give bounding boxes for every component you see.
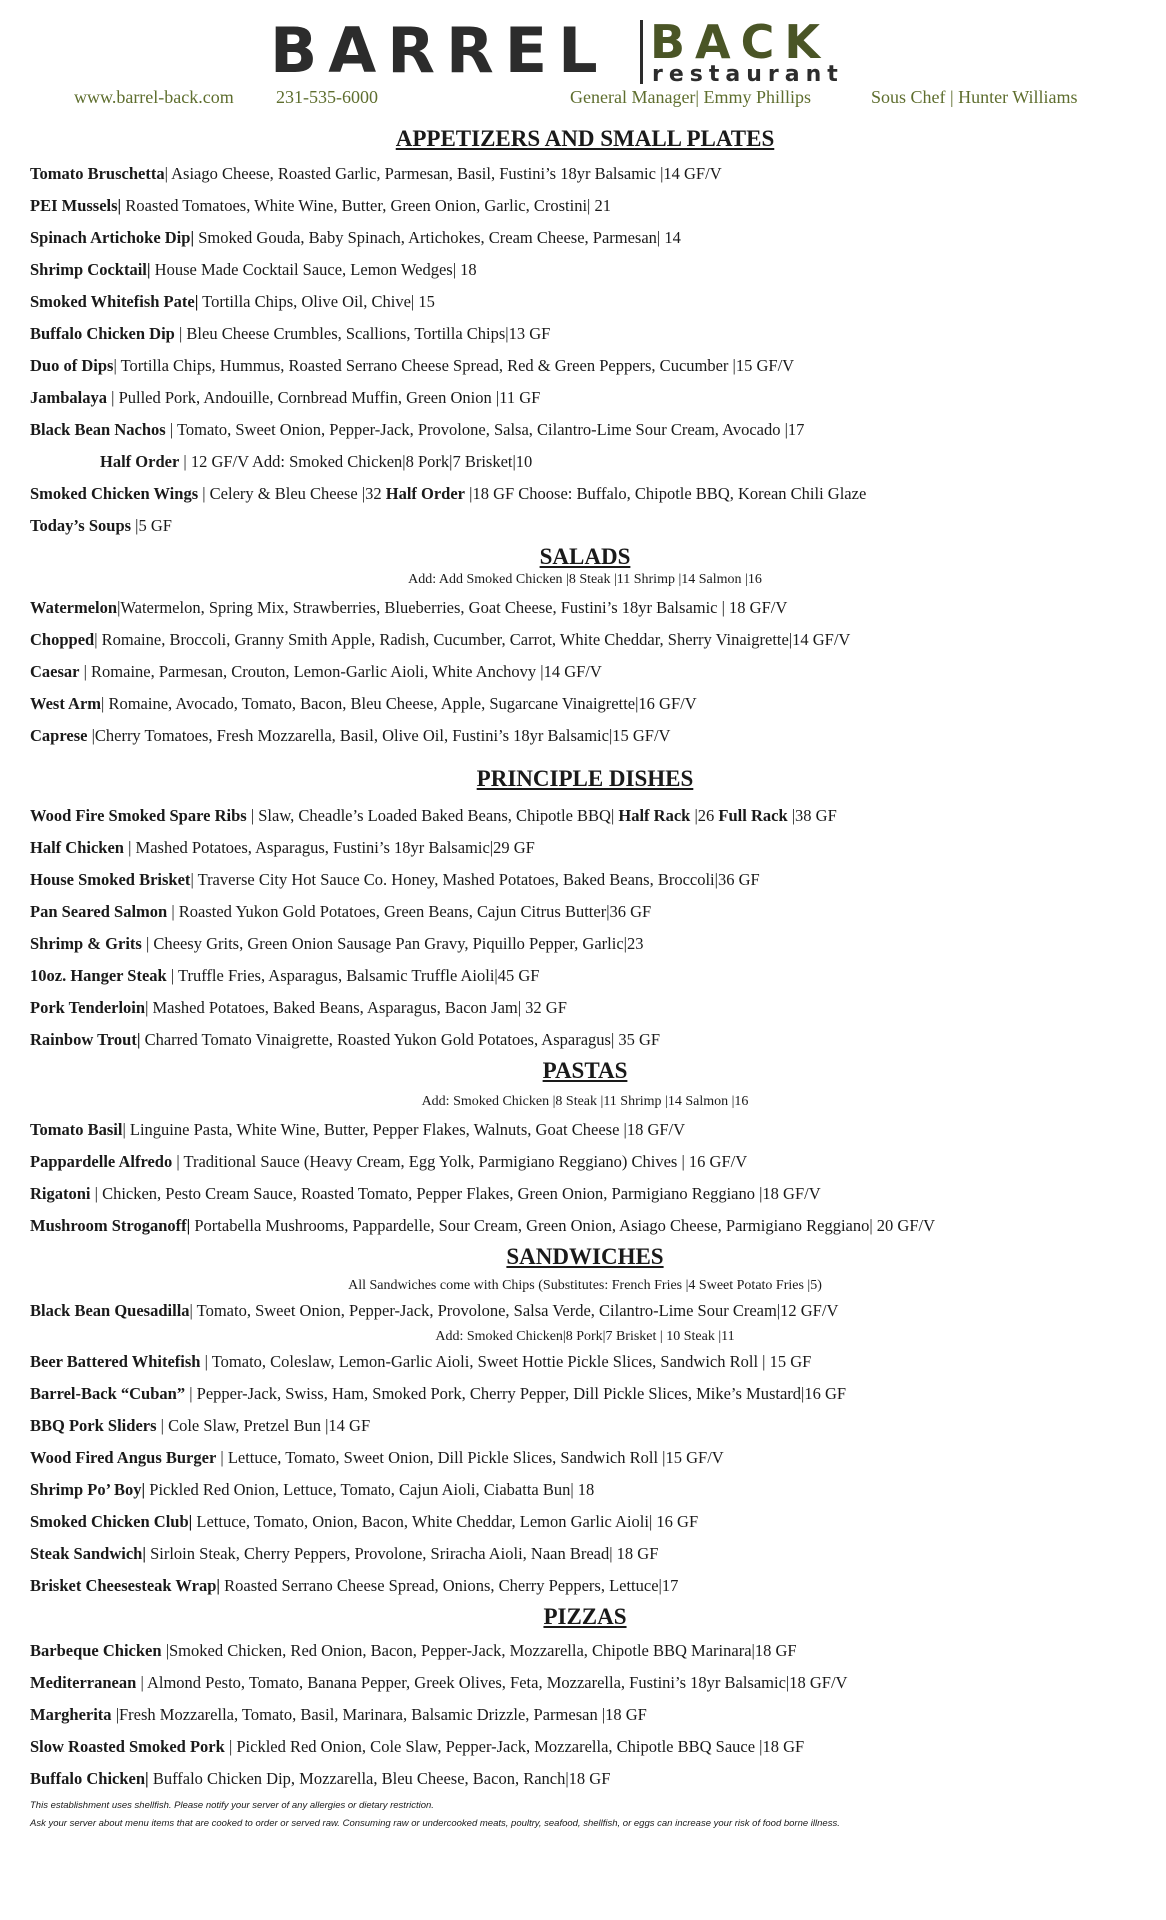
menu-item bbox=[30, 1699, 1140, 1731]
item-name: Mediterranean bbox=[30, 1673, 137, 1692]
menu-item bbox=[30, 1731, 1140, 1763]
website-link[interactable]: www.barrel-back.com bbox=[74, 87, 234, 107]
item-description: | Celery & Bleu Cheese |32 bbox=[198, 484, 386, 503]
item-name: Rainbow Trout| bbox=[30, 1030, 141, 1049]
item-description: | Truffle Fries, Asparagus, Balsamic Truffle Aioli|45 GF bbox=[166, 966, 540, 985]
item-description: | 12 GF/V Add: Smoked Chicken|8 Pork|7 Brisket|10 bbox=[179, 452, 533, 471]
item-name: Barbeque Chicken bbox=[30, 1641, 162, 1660]
general-manager: General Manager| Emmy Phillips bbox=[570, 87, 812, 107]
item-name: PEI Mussels| bbox=[30, 196, 122, 215]
item-name: Barrel-Back “Cuban” bbox=[30, 1384, 186, 1403]
menu-item bbox=[30, 800, 1140, 832]
item-description: Buffalo Chicken Dip, Mozzarella, Bleu Cheese, Bacon, Ranch|18 GF bbox=[148, 1769, 611, 1788]
item-name: Brisket Cheesesteak Wrap| bbox=[30, 1576, 221, 1595]
section-title: PRINCIPLE DISHES bbox=[476, 766, 694, 791]
menu-item bbox=[30, 1024, 1140, 1056]
item-name: Duo of Dips bbox=[30, 356, 114, 375]
item-description: | Romaine, Parmesan, Crouton, Lemon-Garlic Aioli, White Anchovy |14 GF/V bbox=[79, 662, 602, 681]
item-name: House Smoked Brisket bbox=[30, 870, 191, 889]
item-description-half-order: |18 GF Choose: Buffalo, Chipotle BBQ, Korean Chili Glaze bbox=[465, 484, 867, 503]
item-name: 10oz. Hanger Steak bbox=[30, 966, 167, 985]
menu-item bbox=[30, 720, 1140, 752]
item-description: | Mashed Potatoes, Asparagus, Fustini’s 18yr Balsamic|29 GF bbox=[123, 838, 535, 857]
item-name: Watermelon bbox=[30, 598, 118, 617]
section-principle-dishes bbox=[30, 764, 1140, 1056]
menu-item bbox=[30, 414, 1140, 446]
item-description: Charred Tomato Vinaigrette, Roasted Yukon Gold Potatoes, Asparagus| 35 GF bbox=[140, 1030, 661, 1049]
item-name: Black Bean Quesadilla bbox=[30, 1301, 190, 1320]
item-name: Spinach Artichoke Dip| bbox=[30, 228, 195, 247]
menu-item bbox=[30, 1378, 1140, 1410]
item-name: Caesar bbox=[30, 662, 80, 681]
item-description: Roasted Tomatoes, White Wine, Butter, Green Onion, Garlic, Crostini| 21 bbox=[121, 196, 611, 215]
item-description: | Asiago Cheese, Roasted Garlic, Parmesan, Basil, Fustini’s 18yr Balsamic |14 GF/V bbox=[164, 164, 722, 183]
menu-body bbox=[30, 124, 1140, 1833]
menu-item bbox=[30, 1538, 1140, 1570]
item-name: Pappardelle Alfredo bbox=[30, 1152, 173, 1171]
section-title: APPETIZERS AND SMALL PLATES bbox=[395, 126, 775, 151]
menu-item bbox=[30, 1410, 1140, 1442]
phone-number: 231-535-6000 bbox=[276, 87, 378, 107]
raw-food-warning: Ask your server about menu items that are cooked to order or served raw. Consuming raw or undercooked meats, poultry, seafood, shellfish, or eggs can increase your risk of food borne illness. bbox=[30, 1818, 840, 1829]
menu-item bbox=[30, 656, 1140, 688]
item-description: |Smoked Chicken, Red Onion, Bacon, Pepper-Jack, Mozzarella, Chipotle BBQ Marinara|18 GF bbox=[161, 1641, 797, 1660]
menu-item bbox=[30, 1146, 1140, 1178]
item-name: Steak Sandwich| bbox=[30, 1544, 146, 1563]
item-description: | Tortilla Chips, Hummus, Roasted Serrano Cheese Spread, Red & Green Peppers, Cucumber |15 GF/V bbox=[113, 356, 795, 375]
item-description: | Romaine, Avocado, Tomato, Bacon, Bleu Cheese, Apple, Sugarcane Vinaigrette|16 GF/V bbox=[101, 694, 697, 713]
menu-item bbox=[30, 318, 1140, 350]
item-name: Today’s Soups bbox=[30, 516, 132, 535]
item-name: Pork Tenderloin bbox=[30, 998, 146, 1017]
section-title: SANDWICHES bbox=[506, 1244, 664, 1269]
item-description: Smoked Gouda, Baby Spinach, Artichokes, Cream Cheese, Parmesan| 14 bbox=[194, 228, 681, 247]
menu-header bbox=[0, 0, 1166, 115]
item-description: Lettuce, Tomato, Onion, Bacon, White Cheddar, Lemon Garlic Aioli| 16 GF bbox=[192, 1512, 699, 1531]
menu-item bbox=[30, 832, 1140, 864]
section-salads bbox=[30, 543, 1140, 752]
menu-item bbox=[30, 1570, 1140, 1602]
item-description: | Roasted Yukon Gold Potatoes, Green Beans, Cajun Citrus Butter|36 GF bbox=[167, 902, 652, 921]
item-name: BBQ Pork Sliders bbox=[30, 1416, 157, 1435]
item-price-half-rack: |26 bbox=[690, 806, 719, 825]
menu-item bbox=[30, 158, 1140, 190]
menu-item bbox=[30, 382, 1140, 414]
item-name: Wood Fire Smoked Spare Ribs bbox=[30, 806, 247, 825]
logo-restaurant-text: restaurant bbox=[652, 62, 844, 87]
item-description: | Tomato, Coleslaw, Lemon-Garlic Aioli, Sweet Hottie Pickle Slices, Sandwich Roll | 15 GF bbox=[200, 1352, 812, 1371]
menu-item bbox=[30, 478, 1140, 510]
menu-item bbox=[30, 222, 1140, 254]
section-appetizers bbox=[30, 124, 1140, 542]
item-description: | Cole Slaw, Pretzel Bun |14 GF bbox=[156, 1416, 371, 1435]
menu-item bbox=[30, 896, 1140, 928]
item-description: | Traverse City Hot Sauce Co. Honey, Mashed Potatoes, Baked Beans, Broccoli|36 GF bbox=[190, 870, 760, 889]
item-description: | Tomato, Sweet Onion, Pepper-Jack, Provolone, Salsa Verde, Cilantro-Lime Sour Cream|12 GF/V bbox=[189, 1301, 839, 1320]
item-description: |Cherry Tomatoes, Fresh Mozzarella, Basil, Olive Oil, Fustini’s 18yr Balsamic|15 GF/V bbox=[87, 726, 671, 745]
item-description: | Chicken, Pesto Cream Sauce, Roasted Tomato, Pepper Flakes, Green Onion, Parmigiano Reggiano |18 GF/V bbox=[90, 1184, 821, 1203]
item-description: Portabella Mushrooms, Pappardelle, Sour Cream, Green Onion, Asiago Cheese, Parmigiano Reggiano| 20 GF/V bbox=[190, 1216, 936, 1235]
barrel-back-logo bbox=[270, 16, 890, 86]
section-pizzas bbox=[30, 1602, 1140, 1795]
menu-item bbox=[30, 1506, 1140, 1538]
menu-item bbox=[30, 510, 1140, 542]
logo-barrel-text: BARREL bbox=[270, 14, 609, 87]
item-description: |Fresh Mozzarella, Tomato, Basil, Marinara, Balsamic Drizzle, Parmesan |18 GF bbox=[111, 1705, 647, 1724]
item-name: Smoked Chicken Club| bbox=[30, 1512, 193, 1531]
item-price-full-rack: |38 GF bbox=[787, 806, 837, 825]
item-name: Buffalo Chicken| bbox=[30, 1769, 149, 1788]
menu-item bbox=[30, 1442, 1140, 1474]
item-name: Beer Battered Whitefish bbox=[30, 1352, 201, 1371]
logo-back-text: BACK bbox=[650, 15, 831, 69]
item-name: Tomato Basil bbox=[30, 1120, 123, 1139]
quesadilla-add-ons: Add: Smoked Chicken|8 Pork|7 Brisket | 10 Steak |11 bbox=[435, 1329, 735, 1344]
item-name: Black Bean Nachos bbox=[30, 420, 166, 439]
item-description: Sirloin Steak, Cherry Peppers, Provolone, Sriracha Aioli, Naan Bread| 18 GF bbox=[145, 1544, 659, 1563]
menu-item bbox=[30, 1346, 1140, 1378]
item-name: Caprese bbox=[30, 726, 88, 745]
item-name: Half Order bbox=[100, 452, 180, 471]
item-name-half-rack: Half Rack bbox=[618, 806, 691, 825]
item-name: Shrimp Cocktail| bbox=[30, 260, 151, 279]
item-name: Margherita bbox=[30, 1705, 112, 1724]
menu-item bbox=[30, 992, 1140, 1024]
menu-item bbox=[30, 286, 1140, 318]
item-description: Tortilla Chips, Olive Oil, Chive| 15 bbox=[198, 292, 435, 311]
menu-item-half-order bbox=[30, 446, 1140, 478]
menu-item bbox=[30, 688, 1140, 720]
section-add-ons: Add: Add Smoked Chicken |8 Steak |11 Shrimp |14 Salmon |16 bbox=[408, 572, 762, 587]
item-description: | Bleu Cheese Crumbles, Scallions, Tortilla Chips|13 GF bbox=[174, 324, 551, 343]
menu-item bbox=[30, 1635, 1140, 1667]
menu-item bbox=[30, 1763, 1140, 1795]
item-description: | Linguine Pasta, White Wine, Butter, Pepper Flakes, Walnuts, Goat Cheese |18 GF/V bbox=[122, 1120, 686, 1139]
item-name: Tomato Bruschetta bbox=[30, 164, 165, 183]
item-name: Smoked Whitefish Pate| bbox=[30, 292, 199, 311]
item-description: | Slaw, Cheadle’s Loaded Baked Beans, Chipotle BBQ| bbox=[246, 806, 619, 825]
menu-item bbox=[30, 1295, 1140, 1327]
item-name: Slow Roasted Smoked Pork bbox=[30, 1737, 225, 1756]
item-description: | Lettuce, Tomato, Sweet Onion, Dill Pickle Slices, Sandwich Roll |15 GF/V bbox=[216, 1448, 724, 1467]
menu-item bbox=[30, 928, 1140, 960]
item-name: West Arm bbox=[30, 694, 102, 713]
menu-item bbox=[30, 1114, 1140, 1146]
section-title: SALADS bbox=[539, 544, 631, 569]
item-name: Jambalaya bbox=[30, 388, 108, 407]
item-description: | Cheesy Grits, Green Onion Sausage Pan Gravy, Piquillo Pepper, Garlic|23 bbox=[141, 934, 644, 953]
menu-item bbox=[30, 350, 1140, 382]
item-description: Pickled Red Onion, Lettuce, Tomato, Cajun Aioli, Ciabatta Bun| 18 bbox=[145, 1480, 595, 1499]
logo-divider bbox=[640, 20, 643, 84]
section-title: PIZZAS bbox=[543, 1604, 627, 1629]
item-description: Roasted Serrano Cheese Spread, Onions, Cherry Peppers, Lettuce|17 bbox=[220, 1576, 679, 1595]
menu-item bbox=[30, 960, 1140, 992]
item-description: | Tomato, Sweet Onion, Pepper-Jack, Provolone, Salsa, Cilantro-Lime Sour Cream, Avocado |17 bbox=[165, 420, 805, 439]
item-description: | Almond Pesto, Tomato, Banana Pepper, Greek Olives, Feta, Mozzarella, Fustini’s 18yr Balsamic|18 GF/V bbox=[136, 1673, 848, 1692]
sous-chef: Sous Chef | Hunter Williams bbox=[871, 87, 1078, 107]
item-name: Rigatoni bbox=[30, 1184, 91, 1203]
menu-item bbox=[30, 864, 1140, 896]
shellfish-notice: This establishment uses shellfish. Please notify your server of any allergies or dietary restriction. bbox=[30, 1800, 434, 1811]
item-description: | Pepper-Jack, Swiss, Ham, Smoked Pork, Cherry Pepper, Dill Pickle Slices, Mike’s Mustard|16 GF bbox=[185, 1384, 847, 1403]
menu-footer bbox=[30, 1797, 1140, 1833]
menu-item bbox=[30, 1667, 1140, 1699]
menu-item bbox=[30, 1210, 1140, 1242]
item-name: Wood Fired Angus Burger bbox=[30, 1448, 217, 1467]
item-name: Shrimp & Grits bbox=[30, 934, 142, 953]
section-pastas bbox=[30, 1056, 1140, 1242]
section-title: PASTAS bbox=[542, 1058, 628, 1083]
item-name: Chopped bbox=[30, 630, 95, 649]
section-side-note: All Sandwiches come with Chips (Substitutes: French Fries |4 Sweet Potato Fries |5) bbox=[348, 1278, 822, 1293]
menu-item bbox=[30, 624, 1140, 656]
item-description: | Traditional Sauce (Heavy Cream, Egg Yolk, Parmigiano Reggiano) Chives | 16 GF/V bbox=[172, 1152, 748, 1171]
item-description: |Watermelon, Spring Mix, Strawberries, Blueberries, Goat Cheese, Fustini’s 18yr Balsamic | 18 GF/V bbox=[117, 598, 788, 617]
item-name: Pan Seared Salmon bbox=[30, 902, 168, 921]
item-name-half-order: Half Order bbox=[385, 484, 466, 503]
menu-item bbox=[30, 190, 1140, 222]
item-description: |5 GF bbox=[131, 516, 172, 535]
menu-item bbox=[30, 254, 1140, 286]
section-add-ons: Add: Smoked Chicken |8 Steak |11 Shrimp |14 Salmon |16 bbox=[421, 1094, 749, 1109]
item-description: | Pulled Pork, Andouille, Cornbread Muffin, Green Onion |11 GF bbox=[107, 388, 541, 407]
item-description: | Pickled Red Onion, Cole Slaw, Pepper-Jack, Mozzarella, Chipotle BBQ Sauce |18 GF bbox=[224, 1737, 805, 1756]
menu-item bbox=[30, 1178, 1140, 1210]
item-name: Half Chicken bbox=[30, 838, 124, 857]
item-description: House Made Cocktail Sauce, Lemon Wedges| 18 bbox=[150, 260, 477, 279]
item-description: | Mashed Potatoes, Baked Beans, Asparagus, Bacon Jam| 32 GF bbox=[145, 998, 567, 1017]
menu-item bbox=[30, 1474, 1140, 1506]
item-name-full-rack: Full Rack bbox=[718, 806, 788, 825]
section-sandwiches bbox=[30, 1242, 1140, 1602]
item-name: Mushroom Stroganoff| bbox=[30, 1216, 191, 1235]
item-name: Buffalo Chicken Dip bbox=[30, 324, 175, 343]
item-name: Smoked Chicken Wings bbox=[30, 484, 199, 503]
menu-item bbox=[30, 592, 1140, 624]
item-name: Shrimp Po’ Boy| bbox=[30, 1480, 146, 1499]
item-description: | Romaine, Broccoli, Granny Smith Apple, Radish, Cucumber, Carrot, White Cheddar, Sherry Vinaigrette|14 GF/V bbox=[94, 630, 851, 649]
